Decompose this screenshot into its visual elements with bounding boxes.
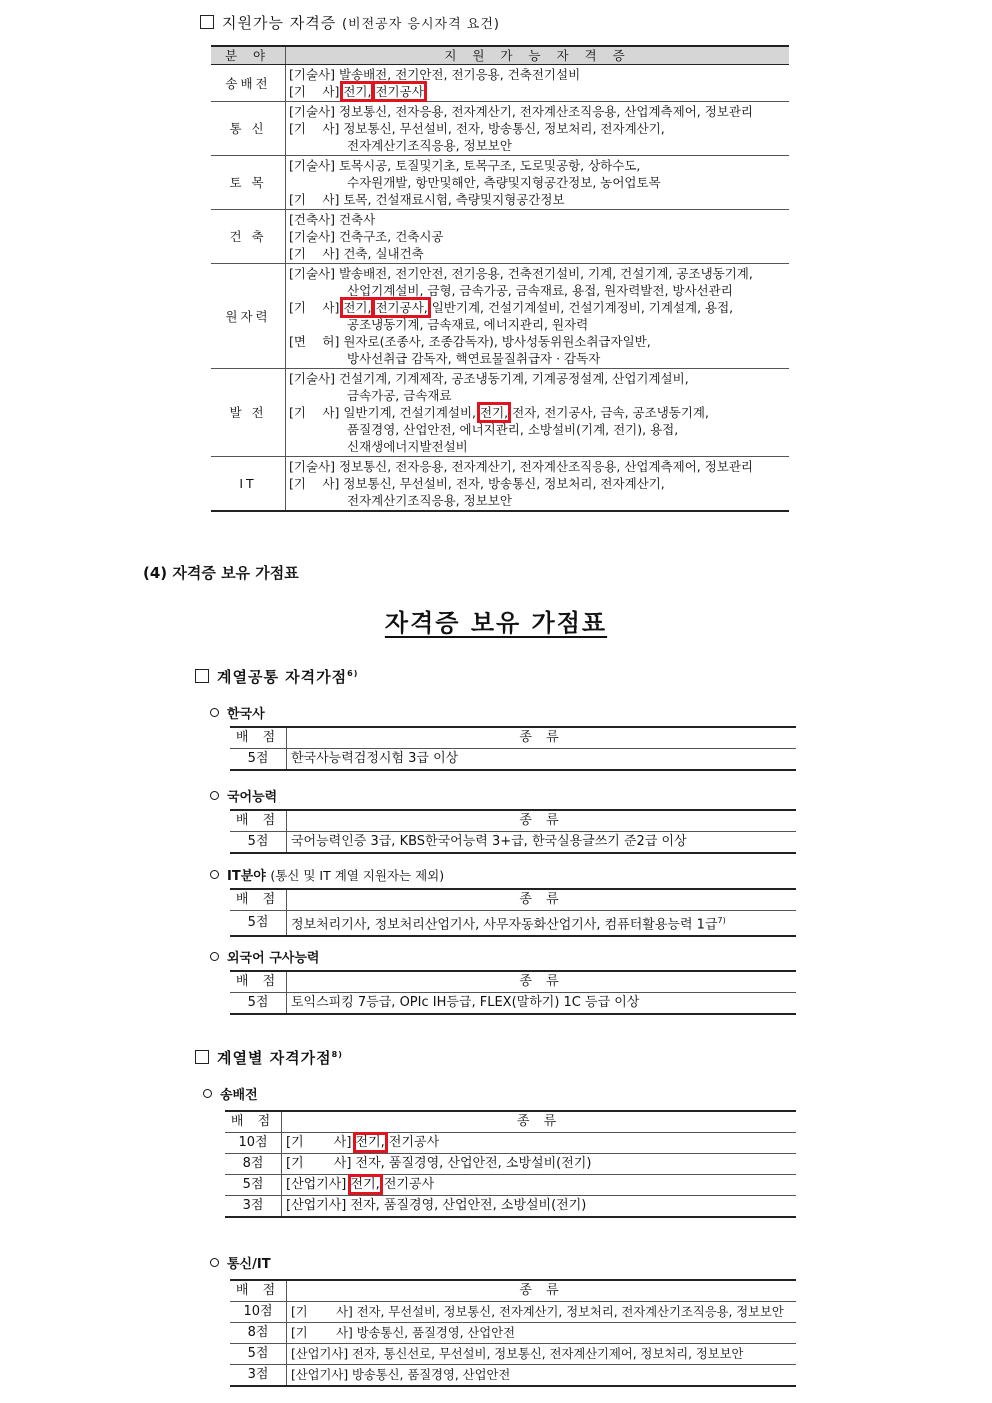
circle-bullet-icon <box>210 708 219 717</box>
col-header-kind: 종 류 <box>287 810 797 832</box>
bonus-table-title: 자격증 보유 가점표 <box>384 609 608 637</box>
col-header-certs: 지 원 가 능 자 격 증 <box>286 46 790 65</box>
circle-bullet-icon <box>210 1258 219 1267</box>
subhead-name: 국어능력 <box>227 790 278 805</box>
cert-line <box>289 404 786 421</box>
kind-cell <box>282 1175 797 1196</box>
subhead-note: (통신 및 IT 계열 지원자는 제외) <box>270 868 445 883</box>
cert-text: [기 사] 전자, 품질경영, 산업안전, 소방설비(전기) <box>286 1156 592 1171</box>
cert-line <box>289 333 786 350</box>
table-row <box>230 1344 796 1365</box>
cert-line <box>289 282 786 299</box>
col-header-score: 배 점 <box>230 971 287 993</box>
highlighted-cert: 전기, <box>355 1135 385 1150</box>
cert-text: 전기공사 <box>379 1177 435 1192</box>
cert-list <box>286 369 790 457</box>
footnote-mark: 7) <box>717 916 726 925</box>
kind-cell <box>282 1154 797 1175</box>
kind-cell <box>287 749 797 771</box>
cert-text: [기 사] <box>289 84 344 99</box>
subhead-name: IT분야 <box>227 869 266 884</box>
common-bonus-heading <box>195 666 358 687</box>
score-cell: 5점 <box>230 832 287 854</box>
header-row <box>230 1280 796 1302</box>
cert-text: [기 사] 정보통신, 무선설비, 전자, 방송통신, 정보처리, 전자계산기, <box>289 476 665 491</box>
cert-text: [건축사] 건축사 <box>289 212 376 227</box>
col-header-kind: 종 류 <box>287 1280 797 1302</box>
kind-cell <box>287 832 797 854</box>
table-row <box>225 1133 796 1154</box>
kind-cell <box>282 1133 797 1154</box>
table-row <box>211 65 789 102</box>
cert-text: [기술사] 토목시공, 토질및기초, 토목구조, 도로및공항, 상하수도, <box>289 158 641 173</box>
bonus-table <box>230 726 796 771</box>
field-name: IT <box>211 457 286 512</box>
field-subhead-2 <box>210 1253 271 1272</box>
table-row <box>230 1302 796 1323</box>
field-bonus-table <box>230 1279 796 1387</box>
checkbox-icon <box>195 1050 209 1064</box>
field-bonus-heading <box>195 1047 343 1068</box>
kind-cell <box>287 1344 797 1365</box>
heading-sub: (비전공자 응시자격 요건) <box>341 17 500 32</box>
field-name: 통 신 <box>211 102 286 156</box>
table-row <box>225 1154 796 1175</box>
cert-text: [산업기사] <box>286 1177 351 1192</box>
cert-text: [기술사] 정보통신, 전자응용, 전자계산기, 전자계산조직응용, 산업계측제어, 정보관리 <box>289 459 754 474</box>
score-cell: 8점 <box>230 1323 287 1344</box>
checkbox-icon <box>200 15 214 29</box>
circle-bullet-icon <box>210 791 219 800</box>
cert-text: [기 사] 전자, 무선설비, 정보통신, 전자계산기, 정보처리, 전자계산기조직응용, 정보보안 <box>291 1305 784 1319</box>
cert-line <box>289 228 786 245</box>
score-cell: 10점 <box>230 1302 287 1323</box>
header-row <box>225 1111 796 1133</box>
cert-text: 전자계산기조직응용, 정보보안 <box>347 138 512 153</box>
col-header-kind: 종 류 <box>287 971 797 993</box>
table-row <box>211 210 789 264</box>
cert-line <box>289 458 786 475</box>
cert-list <box>286 102 790 156</box>
checkbox-icon <box>195 669 209 683</box>
cert-line <box>289 299 786 316</box>
score-cell: 5점 <box>225 1175 282 1196</box>
cert-list <box>286 156 790 210</box>
cert-text: [기술사] 발송배전, 전기안전, 전기응용, 건축전기설비 <box>289 67 581 82</box>
cert-text: 전기공사 <box>384 1135 440 1150</box>
col-header-kind: 종 류 <box>282 1111 797 1133</box>
score-cell: 5점 <box>230 993 287 1015</box>
highlighted-cert: 전기, <box>480 405 509 420</box>
section-4-label: (4) 자격증 보유 가점표 <box>143 564 299 582</box>
cert-line <box>289 120 786 137</box>
cert-line <box>289 157 786 174</box>
field-name: 건 축 <box>211 210 286 264</box>
cert-text: [기 사] <box>286 1135 356 1150</box>
cert-line <box>289 137 786 154</box>
circle-bullet-icon <box>210 952 219 961</box>
cert-text: [기 사] <box>289 300 344 315</box>
cert-text: 방사선취급 감독자, 핵연료물질취급자 · 감독자 <box>347 351 601 366</box>
cert-text: [기 사] 토목, 건설재료시험, 측량및지형공간정보 <box>289 192 565 207</box>
highlighted-cert: 전기, <box>343 84 372 99</box>
score-cell: 5점 <box>230 911 287 937</box>
circle-bullet-icon <box>210 870 219 879</box>
table-row <box>225 1175 796 1196</box>
table-row <box>211 102 789 156</box>
cert-list <box>286 457 790 512</box>
kind-cell <box>282 1196 797 1218</box>
subhead-name: 송배전 <box>220 1088 258 1103</box>
subhead-3 <box>210 865 444 884</box>
table-row <box>230 1365 796 1387</box>
kind-text: 토익스피킹 7등급, OPIc IH등급, FLEX(말하기) 1C 등급 이상 <box>291 995 640 1010</box>
kind-text: 정보처리기사, 정보처리산업기사, 사무자동화산업기사, 컴퓨터활용능력 1급 <box>291 917 718 933</box>
footnote-mark: 6) <box>347 669 359 678</box>
subhead-4 <box>210 947 319 966</box>
cert-line <box>289 370 786 387</box>
table-row <box>230 749 796 771</box>
cert-line <box>289 83 786 100</box>
header-row <box>230 727 796 749</box>
score-cell: 3점 <box>225 1196 282 1218</box>
score-cell: 8점 <box>225 1154 282 1175</box>
footnote-mark: 8) <box>331 1050 343 1059</box>
cert-list <box>286 210 790 264</box>
cert-line <box>289 245 786 262</box>
field-name: 원자력 <box>211 264 286 369</box>
cert-text: 전자, 전기공사, 금속, 공조냉동기계, <box>508 405 709 420</box>
eligible-certs-heading <box>200 12 500 33</box>
table-row <box>225 1196 796 1218</box>
highlighted-cert: 전기, <box>343 300 372 315</box>
cert-text: [기 사] 정보통신, 무선설비, 전자, 방송통신, 정보처리, 전자계산기, <box>289 121 665 136</box>
field-bonus-table <box>225 1110 796 1218</box>
header-row <box>230 889 796 911</box>
field-name: 발 전 <box>211 369 286 457</box>
col-header-field: 분 야 <box>211 46 286 65</box>
highlighted-cert: 전기공사, <box>375 300 428 315</box>
cert-text: [기 사] 일반기계, 건설기계설비, <box>289 405 480 420</box>
table-row <box>211 264 789 369</box>
cert-line <box>289 191 786 208</box>
field-name: 토 목 <box>211 156 286 210</box>
cert-text: [기 사] 방송통신, 품질경영, 산업안전 <box>291 1326 515 1340</box>
col-header-score: 배 점 <box>230 810 287 832</box>
header-row <box>230 810 796 832</box>
cert-text: 수자원개발, 항만및해안, 측량및지형공간정보, 농어업토목 <box>347 175 661 190</box>
score-cell: 10점 <box>225 1133 282 1154</box>
score-cell: 5점 <box>230 1344 287 1365</box>
cert-text: 전자계산기조직응용, 정보보안 <box>347 493 512 508</box>
col-header-score: 배 점 <box>225 1111 282 1133</box>
cert-line <box>289 211 786 228</box>
table-row <box>211 457 789 512</box>
cert-line <box>289 492 786 509</box>
cert-text: 일반기계, 건설기계설비, 건설기계정비, 기계설계, 용접, <box>427 300 734 315</box>
cert-text: [기술사] 정보통신, 전자응용, 전자계산기, 전자계산조직응용, 산업계측제어, 정보관리 <box>289 104 754 119</box>
kind-cell <box>287 1365 797 1387</box>
cert-list <box>286 264 790 369</box>
cert-line <box>289 316 786 333</box>
circle-bullet-icon <box>203 1089 212 1098</box>
kind-text: 국어능력인증 3급, KBS한국어능력 3+급, 한국실용글쓰기 준2급 이상 <box>291 834 687 849</box>
cert-line <box>289 475 786 492</box>
cert-text: 산업기계설비, 금형, 금속가공, 금속재료, 용접, 원자력발전, 방사선관리 <box>347 283 733 298</box>
cert-text: 품질경영, 산업안전, 에너지관리, 소방설비(기계, 전기), 용접, <box>347 422 679 437</box>
col-header-score: 배 점 <box>230 1280 287 1302</box>
cert-line <box>289 421 786 438</box>
bonus-table <box>230 809 796 854</box>
cert-line <box>289 265 786 282</box>
heading-text: 계열공통 자격가점 <box>217 668 348 686</box>
cert-text: [면 허] 원자로(조종사, 조종감독자), 방사성동위원소취급자일반, <box>289 334 651 349</box>
bonus-table <box>230 888 796 937</box>
cert-text: [산업기사] 전자, 품질경영, 산업안전, 소방설비(전기) <box>286 1198 587 1213</box>
kind-cell <box>287 1323 797 1344</box>
score-cell: 5점 <box>230 749 287 771</box>
cert-text: [기술사] 건설기계, 기계제작, 공조냉동기계, 기계공정설계, 산업기계설비, <box>289 371 689 386</box>
bonus-table <box>230 970 796 1015</box>
cert-text: [기 사] 건축, 실내건축 <box>289 246 424 261</box>
kind-cell <box>287 1302 797 1323</box>
col-header-kind: 종 류 <box>287 727 797 749</box>
col-header-score: 배 점 <box>230 727 287 749</box>
subhead-name: 한국사 <box>227 707 265 722</box>
cert-line <box>289 438 786 455</box>
header-row <box>230 971 796 993</box>
cert-line <box>289 174 786 191</box>
table-row <box>211 369 789 457</box>
cert-text: [기술사] 건축구조, 건축시공 <box>289 229 444 244</box>
cert-line <box>289 66 786 83</box>
highlighted-cert: 전기, <box>350 1177 380 1192</box>
subhead-1 <box>210 703 265 722</box>
subhead-name: 외국어 구사능력 <box>227 951 320 966</box>
table-row <box>230 1323 796 1344</box>
table-row <box>230 993 796 1015</box>
kind-text: 한국사능력검정시험 3급 이상 <box>291 751 459 766</box>
cert-list <box>286 65 790 102</box>
field-name: 송배전 <box>211 65 286 102</box>
cert-text: [산업기사] 전자, 통신선로, 무선설비, 정보통신, 전자계산기제어, 정보처리, 정보보안 <box>291 1347 744 1361</box>
kind-cell <box>287 911 797 937</box>
cert-line <box>289 350 786 367</box>
eligible-certs-table <box>211 45 789 512</box>
highlighted-cert: 전기공사 <box>375 84 424 99</box>
score-cell: 3점 <box>230 1365 287 1387</box>
table-row <box>230 911 796 937</box>
heading-text: 지원가능 자격증 <box>222 14 337 32</box>
col-header-score: 배 점 <box>230 889 287 911</box>
cert-text: 공조냉동기계, 금속재료, 에너지관리, 원자력 <box>347 317 589 332</box>
cert-text: 신재생에너지발전설비 <box>347 439 468 454</box>
cert-line <box>289 103 786 120</box>
cert-line <box>289 387 786 404</box>
cert-text: [산업기사] 방송통신, 품질경영, 산업안전 <box>291 1368 511 1382</box>
cert-text: [기술사] 발송배전, 전기안전, 전기응용, 건축전기설비, 기계, 건설기계, 공조냉동기계, <box>289 266 753 281</box>
subhead-name: 통신/IT <box>227 1257 271 1272</box>
table-row <box>211 156 789 210</box>
table-row <box>230 832 796 854</box>
field-subhead-1 <box>203 1084 258 1103</box>
kind-cell <box>287 993 797 1015</box>
cert-text: 금속가공, 금속재료 <box>347 388 452 403</box>
heading-text: 계열별 자격가점 <box>217 1049 332 1067</box>
col-header-kind: 종 류 <box>287 889 797 911</box>
subhead-2 <box>210 786 277 805</box>
